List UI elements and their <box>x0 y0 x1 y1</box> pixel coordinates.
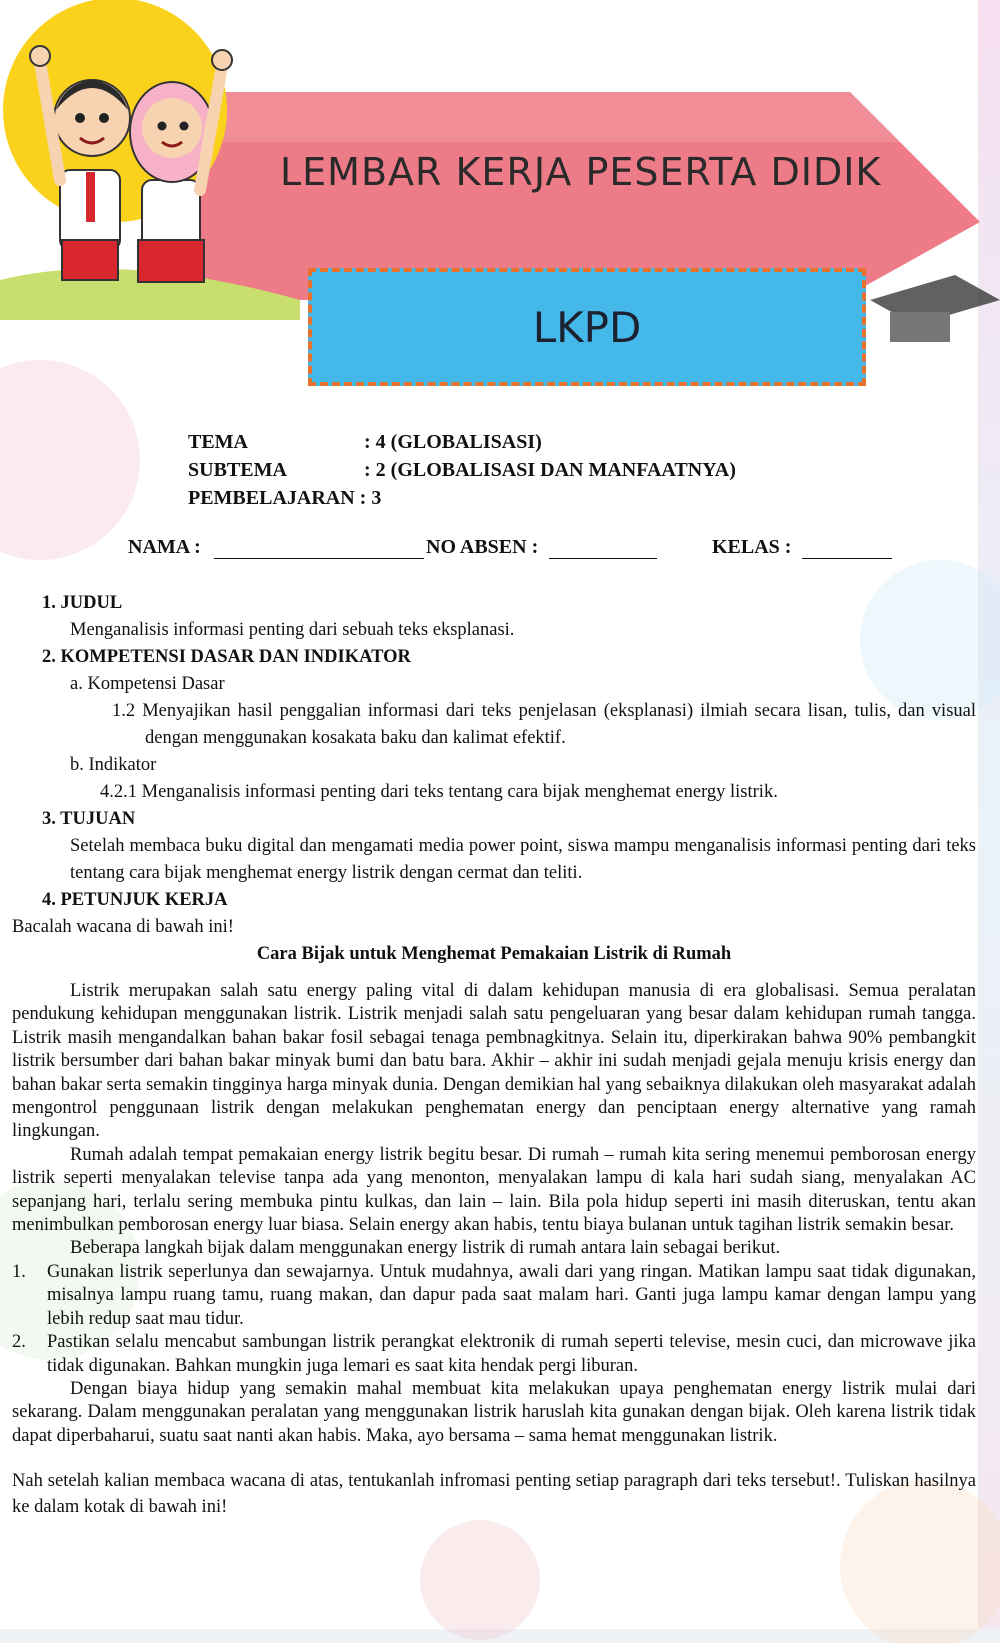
closing-instruction: Nah setelah kalian membaca wacana di atas, tentukanlah infromasi penting setiap paragraph dari teks tersebut!. Tuliskan hasilnya ke dalam kotak di bawah ini! <box>12 1471 976 1518</box>
no-absen-blank[interactable] <box>549 538 657 559</box>
nama-field[interactable] <box>128 536 424 559</box>
header-banner <box>0 0 1000 400</box>
subtema-row <box>188 456 736 484</box>
list-item <box>12 1261 976 1331</box>
indikator-label: b. Indikator <box>70 755 157 775</box>
tema-value: : 4 (GLOBALISASI) <box>364 431 542 453</box>
decor-apple <box>420 1520 540 1640</box>
lkpd-label: LKPD <box>532 302 642 352</box>
kompetensi-dasar-label: a. Kompetensi Dasar <box>70 674 225 694</box>
pembelajaran-text: PEMBELAJARAN : 3 <box>188 487 382 509</box>
no-absen-label: NO ABSEN : <box>426 536 539 558</box>
list-item-number: 2. <box>12 1332 26 1353</box>
nama-label: NAMA : <box>128 536 201 558</box>
pembelajaran-row <box>188 484 736 512</box>
subtema-label: SUBTEMA <box>188 459 287 481</box>
section-petunjuk-title: 4. PETUNJUK KERJA <box>42 890 228 910</box>
list-item-number: 1. <box>12 1261 26 1282</box>
worksheet-content <box>12 590 976 1520</box>
list-item-text: Gunakan listrik seperlunya dan sewajarnya. Untuk mudahnya, awali dari yang ringan. Matikan lampu saat tidak digunakan, misalnya lampu ruang tamu, ruang makan, dan dapur pada saat malam hari. Ganti juga lampu kamar dengan lampu yang lebih redup saat mau tidur. <box>47 1261 976 1329</box>
section-tujuan-title: 3. TUJUAN <box>42 809 136 829</box>
indikator-item: 4.2.1 Menganalisis informasi penting dari teks tentang cara bijak menghemat energy listrik. <box>100 782 778 802</box>
reading-paragraph-1: Listrik merupakan salah satu energy paling vital di dalam kehidupan manusia di era globalisasi. Semua peralatan pendukung kehidupan menggunakan listrik. Listrik menjadi salah satu pengeluaran yang besar dalam kehidupan rumah tangga. Listrik masih mengandalkan bahan bakar fosil sebagai tenaga pembnagkitnya. Selain itu, diperkirakan bahwa 90% pembangkit listrik bersumber dari bahan bakar minyak bumi dan batu bara. Akhir – akhir ini sudah menjadi gejala menuju krisis energy dan bahan bakar serta semakin tingginya harga minyak dunia. Dengan demikian hal yang sebaiknya dilakukan oleh masyarakat adalah mengontrol penggunaan listrik dengan melakukan penghematan energy dan penciptaan energy alternative yang ramah lingkungan. <box>12 981 976 1142</box>
list-item <box>12 1331 976 1378</box>
kelas-label: KELAS : <box>712 536 792 558</box>
banner-highlight <box>200 92 900 142</box>
lesson-meta <box>188 428 736 512</box>
tema-row <box>188 428 736 456</box>
list-item-text: Pastikan selalu mencabut sambungan listrik perangkat elektronik di rumah seperti televise, mesin cuci, dan microwave jika tidak digunakan. Bahkan mungkin juga lemari es saat kita hendak pergi liburan. <box>47 1332 976 1376</box>
reading-paragraph-4: Dengan biaya hidup yang semakin mahal membuat kita melakukan upaya penghematan energy listrik mulai dari sekarang. Dalam menggunakan peralatan yang menggunakan listrik haruslah kita gunakan dengan bijak. Oleh karena listrik tidak dapat diperbaharui, suatu saat nanti akan habis. Maka, ayo bersama – sama hemat menggunakan listrik. <box>12 1378 976 1446</box>
graduation-cap-icon <box>870 275 1000 342</box>
nama-blank[interactable] <box>214 538 424 559</box>
lkpd-badge <box>308 268 866 386</box>
kelas-blank[interactable] <box>802 538 892 559</box>
section-kompetensi-title: 2. KOMPETENSI DASAR DAN INDIKATOR <box>42 647 411 667</box>
reading-title: Cara Bijak untuk Menghemat Pemakaian Listrik di Rumah <box>256 944 732 964</box>
subtema-value: : 2 (GLOBALISASI DAN MANFAATNYA) <box>364 459 736 481</box>
tema-label: TEMA <box>188 431 248 453</box>
kelas-field[interactable] <box>712 536 892 559</box>
no-absen-field[interactable] <box>426 536 657 559</box>
section-tujuan-text: Setelah membaca buku digital dan mengamati media power point, siswa mampu menganalisis informasi penting dari teks tentang cara bijak menghemat energy listrik dengan cermat dan teliti. <box>70 836 976 883</box>
section-judul-text: Menganalisis informasi penting dari sebuah teks eksplanasi. <box>70 620 515 640</box>
section-judul-title: 1. JUDUL <box>42 593 123 613</box>
kompetensi-dasar-item: 1.2 Menyajikan hasil penggalian informasi dari teks penjelasan (eksplanasi) ilmiah secara lisan, tulis, dan visual dengan menggunakan kosakata baku dan kalimat efektif. <box>112 701 976 748</box>
reading-paragraph-3: Beberapa langkah bijak dalam menggunakan energy listrik di rumah antara lain sebagai berikut. <box>70 1238 781 1259</box>
page-title: LEMBAR KERJA PESERTA DIDIK <box>280 150 882 194</box>
reading-paragraph-2: Rumah adalah tempat pemakaian energy listrik begitu besar. Di rumah – rumah kita sering menemui pemborosan energy listrik seperti menyalakan televise tanpa ada yang menonton, menyalakan lampu di kala hari sudah siang, menyalakan AC sepanjang hari, terlalu sering membuka pintu kulkas, dan lain – lain. Bila pola hidup seperti ini masih diteruskan, tentu akan menimbulkan pemborosan energy luar biasa. Selain energy akan habis, tentu biaya bulanan untuk tagihan listrik semakin besar. <box>12 1144 976 1236</box>
reading-instruction: Bacalah wacana di bawah ini! <box>12 917 234 937</box>
